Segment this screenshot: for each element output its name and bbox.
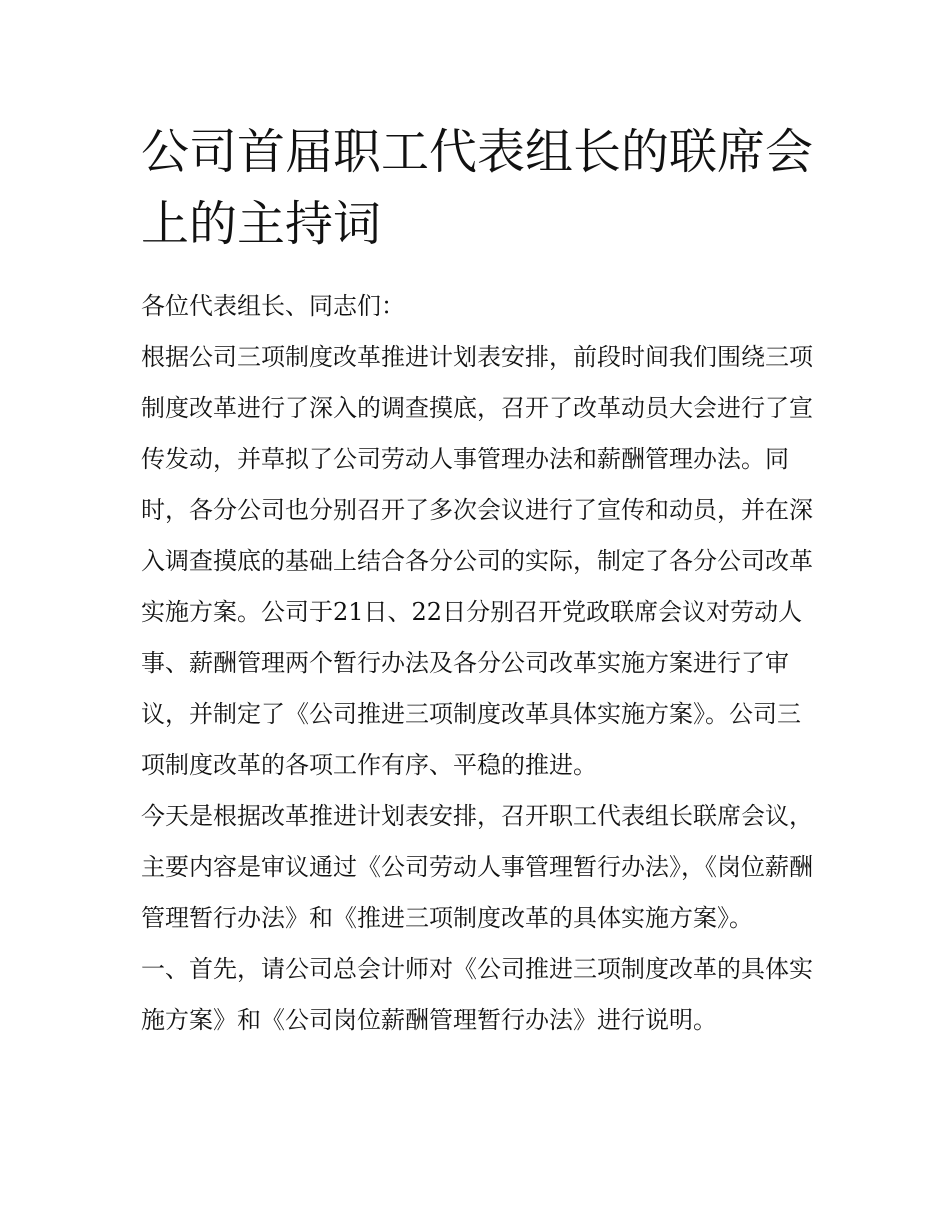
document-content (141, 116, 817, 1046)
paragraph-agenda: 今天是根据改革推进计划表安排，召开职工代表组长联席会议，主要内容是审议通过《公司劳动人事管理暂行办法》，《岗位薪酬管理暂行办法》和《推进三项制度改革的具体实施方案》。 (141, 802, 813, 932)
document-title: 公司首届职工代表组长的联席会上的主持词 (141, 124, 814, 252)
paragraph-item-one: 一、首先，请公司总会计师对《公司推进三项制度改革的具体实施方案》和《公司岗位薪酬管理暂行办法》进行说明。 (141, 955, 813, 1034)
document-body (141, 281, 817, 1046)
paragraph-background: 根据公司三项制度改革推进计划表安排，前段时间我们围绕三项制度改革进行了深入的调查摸底，召开了改革动员大会进行了宣传发动，并草拟了公司劳动人事管理办法和薪酬管理办法。同时，各分公司也分别召开了多次会议进行了宣传和动员，并在深入调查摸底的基础上结合各分公司的实际，制定了各分公司改革实施方案。公司于21日、22日分别召开党政联席会议对劳动人事、薪酬管理两个暂行办法及各分公司改革实施方案进行了审议，并制定了《公司推进三项制度改革具体实施方案》。公司三项制度改革的各项工作有序、平稳的推进。 (141, 343, 813, 779)
salutation: 各位代表组长、同志们： (141, 292, 405, 320)
